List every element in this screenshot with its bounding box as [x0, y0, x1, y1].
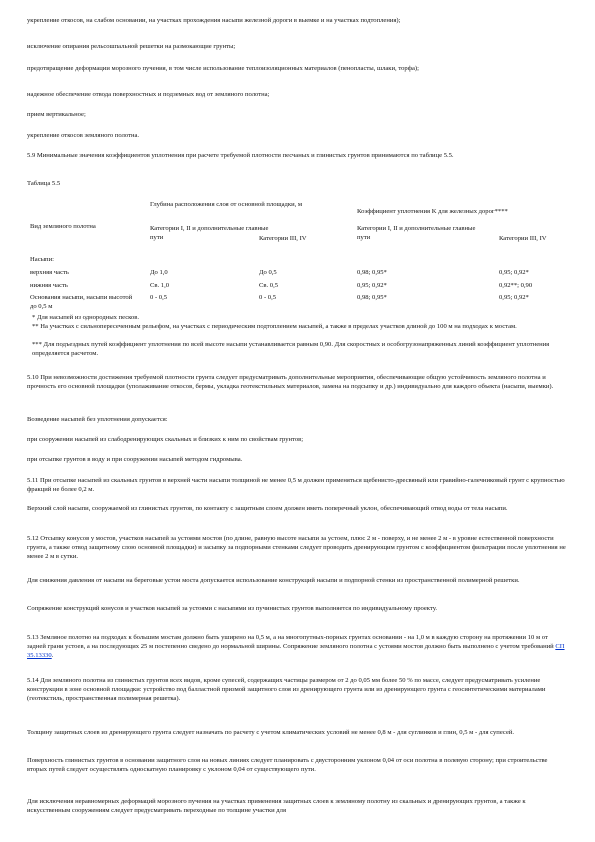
table-cell: 0,95; 0,92* — [499, 294, 529, 301]
table-cell: До 1,0 — [150, 269, 168, 276]
paragraph: 5.14 Для земляного полотна из глинистых грунтов всех видов, кроме супесей, содержащих частицы размером от 2 до 0,05 мм более 50 % по массе, следует предусматривать усиление конструкции в зоне основной площадки: устройство под балластной призмой защитного слоя из дренирующего грунта или из дренирующего грунта с геосинтетическими материалами (геотекстиль, пространственная полимерная решетка). — [27, 677, 546, 702]
table-header-depth: Глубина расположения слоя от основной площадки, м — [150, 201, 303, 208]
paragraph: предотвращение деформации морозного пучения, в том числе использование теплоизоляционных материалов (пенопласты, шлаки, торфа); — [27, 65, 419, 72]
paragraph: Толщину защитных слоев из дренирующего грунта следует назначать по расчету с учетом климатических условий не менее 0,8 м - для суглинков и глин, 0,5 м - для супесей. — [27, 729, 515, 736]
paragraph: укрепление откосов, на слабом основании, на участках прохождения насыпи железной дороги в выемке и на участках подтопления); — [27, 17, 401, 24]
table-cell: 0,98; 0,95* — [357, 294, 387, 301]
table-header-type: Вид земляного полотна — [30, 223, 96, 230]
paragraph: Для снижения давления от насыпи на береговые устои моста допускается использование конструкций насыпи и подпорной стенки из пространственной полимерной решетки. — [27, 577, 520, 584]
table-cell: 0,95; 0,92* — [357, 282, 387, 289]
table-header-coefficient: Коэффициент уплотнения K для железных дорог**** — [357, 208, 508, 215]
paragraph: прием вертикальное; — [27, 111, 86, 118]
paragraph: надежное обеспечение отвода поверхностных и подземных вод от земляного полотна; — [27, 91, 270, 98]
footnote: *** Для подъездных путей коэффициент уплотнения по всей высоте насыпи устанавливается равным 0,90. Для скоростных и особогрузонапряженных линий коэффициент уплотнения определяется расчетом. — [32, 341, 550, 357]
table-cell: Св. 1,0 — [150, 282, 170, 289]
paragraph: при отсыпке грунтов в воду и при сооружении насыпей методом гидромыва. — [27, 456, 243, 463]
table-cell: 0,92**; 0,90 — [499, 282, 533, 289]
table-subheader: Категории III, IV — [499, 235, 547, 242]
paragraph: укрепление откосов земляного полотна. — [27, 132, 140, 139]
table-cell: До 0,5 — [259, 269, 277, 276]
paragraph: 5.12 Отсыпку конусов у мостов, участков насыпей за устоями мостов (по длине, равную высоте насыпи за устоем, плюс 2 м - поверху, и не менее 2 м - в уровне естественной поверхности грунта, а также отвод защитному слою основной площадки) и засыпку за подпорными стенками следует проводить дренирующим грунтом с коэффициентом фильтрации после уплотнения не менее 2 м в сутки. — [27, 535, 566, 560]
footnote: * Для насыпей из однородных песков. — [32, 314, 140, 321]
row-label: Основания насыпи, насыпи высотой до 0,5 м — [30, 294, 133, 310]
paragraph: 5.10 При невозможности достижения требуемой плотности грунта следует предусматривать дополнительные мероприятия, обеспечивающие общую устойчивость земляного полотна и прочность его основной площадки (уполаживание откосов, бермы, укладка геотекстильных материалов, замена на подсыпку и др.) индивидуально для каждого объекта (насыпи, выемки). — [27, 374, 554, 390]
table-cell: 0 - 0,5 — [150, 294, 168, 301]
table-subheader: Категории I, II и дополнительные главные пути — [357, 225, 476, 241]
paragraph: 5.11 При отсыпке насыпей из скальных грунтов в верхней части насыпи толщиной не менее 0,5 м должен применяться щебенисто-дресвяный или гравийно-галечниковый грунт с крупностью фракций не более 0,2 м. — [27, 477, 565, 493]
paragraph: Верхний слой насыпи, сооружаемой из глинистых грунтов, по контакту с защитным слоем должен иметь поперечный уклон, обеспечивающий отвод воды от тела насыпи. — [27, 505, 508, 512]
paragraph: Для исключения неравномерных деформаций морозного пучения на участках применения защитных слоев к земляному полотну из скальных и дренирующих грунтов, а также к искусственным сооружениям следует предусматривать переходные по толщине участки для — [27, 798, 526, 814]
paragraph: Возведение насыпей без уплотнения допускается: — [27, 416, 168, 423]
paragraph-text: 5.13 Земляное полотно на подходах к большим мостам должно быть уширено на 0,5 м, а на многопутных-порных грунтах основании - на 1,0 м в каждую сторону на протяжении 10 м от задней грани устоев, а на последующих 25 м постепенно сведено до нормальной ширины. Сопряжение земляного полотна с устоями мостов должно быть выполнено с учетом требований — [27, 634, 554, 650]
footnote: ** На участках с сильнопересеченным рельефом, на участках с периодическим подтоплением насыпей, а также в пределах участков длиной до 100 м на подходах к мостам. — [32, 323, 517, 330]
table-subheader: Категории I, II и дополнительные главные пути — [150, 225, 269, 241]
standard-link[interactable]: СП 35.13330 — [27, 643, 565, 659]
table-cell: Св. 0,5 — [259, 282, 279, 289]
table-cell: 0,98; 0,95* — [357, 269, 387, 276]
paragraph: 5.13 Земляное полотно на подходах к большим мостам должно быть уширено на 0,5 м, а на многопутных-порных грунтах основании - на 1,0 м в каждую сторону на протяжении 10 м от задней грани устоев, а на последующих 25 м постепенно сведено до нормальной ширины. Сопряжение земляного полотна с устоями мостов должно быть выполнено с учетом требований СП 35.13330. — [27, 634, 565, 659]
paragraph: Сопряжение конструкций конусов и участков насыпей за устоями с насыпями из пучинистых грунтов выполняется по индивидуальному проекту. — [27, 605, 437, 612]
paragraph: при сооружении насыпей из слабодренирующих скальных и близких к ним по свойствам грунтов; — [27, 436, 304, 443]
paragraph: исключение опирания рельсошпальной решетки на размокающие грунты; — [27, 43, 236, 50]
row-label: верхняя часть — [30, 269, 69, 276]
table-caption: Таблица 5.5 — [27, 180, 61, 187]
table-cell: 0,95; 0,92* — [499, 269, 529, 276]
row-label: нижняя часть — [30, 282, 68, 289]
table-subheader: Категории III, IV — [259, 235, 307, 242]
table-cell: 0 - 0,5 — [259, 294, 277, 301]
paragraph: Поверхность глинистых грунтов в основании защитного слоя на новых линиях следует планировать с двусторонним уклоном 0,04 от оси полотна в полевую сторону; при строительстве вторых путей следует осуществлять односкатную планировку с уклоном 0,04 от существующего пути. — [27, 757, 548, 773]
table-section-label: Насыпи: — [30, 256, 54, 263]
paragraph: 5.9 Минимальные значения коэффициентов уплотнения при расчете требуемой плотности песчаных и глинистых грунтов принимаются по таблице 5.5. — [27, 152, 454, 159]
